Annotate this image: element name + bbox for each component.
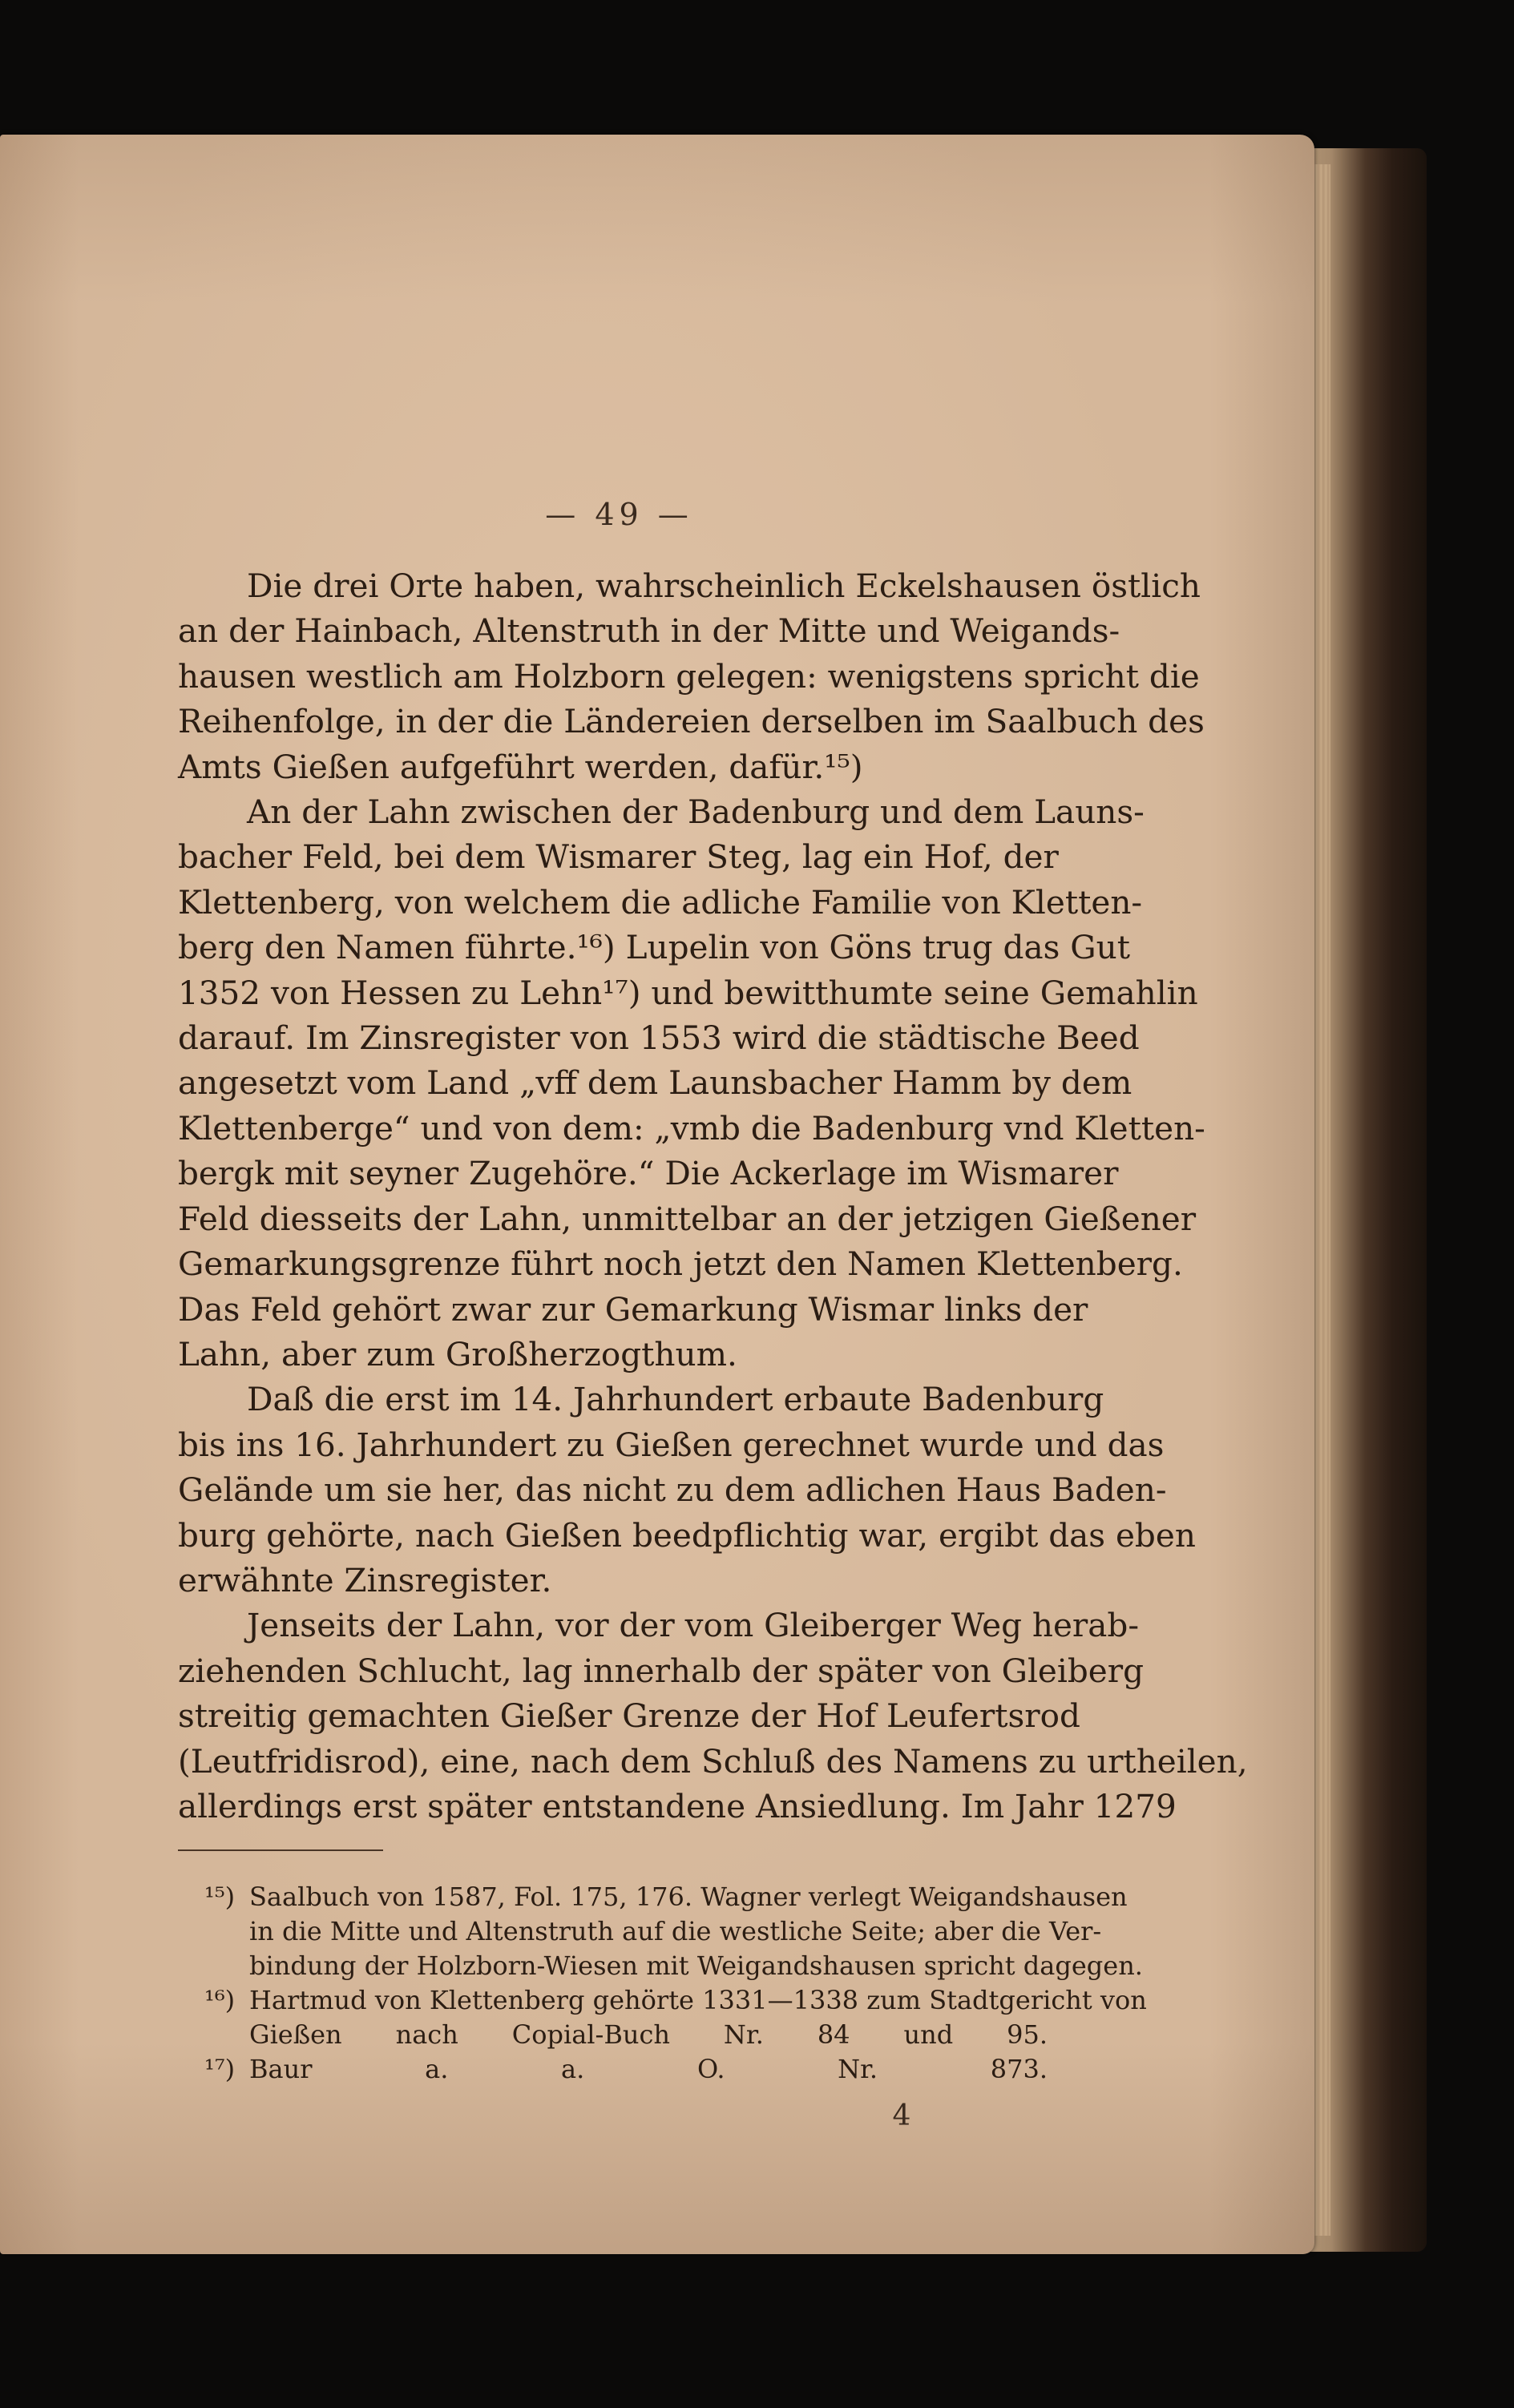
footnotes — [204, 1880, 1147, 2087]
text-line: Die drei Orte haben, wahrscheinlich Eckelshausen östlich — [247, 567, 1201, 605]
text-line: berg den Namen führte.¹⁶) Lupelin von Göns trug das Gut — [178, 928, 1130, 967]
text-line: An der Lahn zwischen der Badenburg und dem Launs- — [247, 793, 1145, 832]
page-number: — 49 — — [545, 497, 693, 532]
footnote-text: Saalbuch von 1587, Fol. 175, 176. Wagner verlegt Weigandshausen — [249, 1882, 1128, 1912]
body-text — [178, 563, 1248, 1829]
text-line: hausen westlich am Holzborn gelegen: wenigstens spricht die — [178, 656, 1200, 696]
text-line: darauf. Im Zinsregister von 1553 wird die städtische Beed — [178, 1018, 1140, 1058]
text-line: Gelände um sie her, das nicht zu dem adlichen Haus Baden- — [178, 1470, 1167, 1510]
text-line: Daß die erst im 14. Jahrhundert erbaute Badenburg — [247, 1380, 1104, 1419]
footnote-number: ¹⁵) — [204, 1882, 236, 1912]
text-line: Reihenfolge, in der die Ländereien derselben im Saalbuch des — [178, 702, 1205, 741]
text-line: Amts Gießen aufgeführt werden, dafür.¹⁵) — [178, 747, 863, 786]
text-line: Das Feld gehört zwar zur Gemarkung Wismar links der — [178, 1289, 1088, 1329]
footnote-number: ¹⁶) — [204, 1985, 236, 2015]
text-line: Lahn, aber zum Großherzogthum. — [178, 1334, 737, 1373]
footnote-separator — [178, 1849, 383, 1851]
text-line: ziehenden Schlucht, lag innerhalb der später von Gleiberg — [178, 1651, 1144, 1690]
book-page — [0, 135, 1314, 2254]
text-line: Klettenberge“ und von dem: „vmb die Badenburg vnd Kletten- — [178, 1108, 1205, 1148]
text-line: Jenseits der Lahn, vor der vom Gleiberger Weg herab- — [247, 1606, 1140, 1645]
text-line: bacher Feld, bei dem Wismarer Steg, lag ein Hof, der — [178, 837, 1059, 877]
text-line: burg gehörte, nach Gießen beedpflichtig war, ergibt das eben — [178, 1515, 1196, 1555]
text-line: allerdings erst später entstandene Ansiedlung. Im Jahr 1279 — [178, 1786, 1177, 1825]
footnote-text: in die Mitte und Altenstruth auf die westliche Seite; aber die Ver- — [249, 1916, 1102, 1946]
footnote-text: Hartmud von Klettenberg gehörte 1331—1338 zum Stadtgericht von — [249, 1985, 1147, 2015]
footnote-text: bindung der Holzborn-Wiesen mit Weigandshausen spricht dagegen. — [249, 1950, 1143, 1981]
text-line: Gemarkungsgrenze führt noch jetzt den Namen Klettenberg. — [178, 1244, 1183, 1284]
paragraph-4 — [178, 1603, 1248, 1829]
footnote-text: Baur a. a. O. Nr. 873. — [249, 2054, 1048, 2084]
paragraph-1 — [178, 563, 1205, 789]
paragraph-3 — [178, 1377, 1196, 1603]
text-line: bis ins 16. Jahrhundert zu Gießen gerechnet wurde und das — [178, 1425, 1165, 1464]
footnote-number: ¹⁷) — [204, 2054, 236, 2084]
text-line: streitig gemachten Gießer Grenze der Hof Leufertsrod — [178, 1696, 1080, 1736]
footnote-15 — [204, 1880, 1143, 1983]
signature-mark: 4 — [892, 2099, 911, 2132]
footnote-17 — [204, 2052, 1048, 2087]
text-line: Klettenberg, von welchem die adliche Familie von Kletten- — [178, 882, 1143, 922]
footnote-16 — [204, 1983, 1147, 2052]
text-line: (Leutfridisrod), eine, nach dem Schluß des Namens zu urtheilen, — [178, 1741, 1248, 1781]
text-line: erwähnte Zinsregister. — [178, 1560, 552, 1599]
text-line: 1352 von Hessen zu Lehn¹⁷) und bewitthumte seine Gemahlin — [178, 973, 1198, 1012]
text-line: an der Hainbach, Altenstruth in der Mitte und Weigands- — [178, 611, 1120, 651]
footnote-text: Gießen nach Copial-Buch Nr. 84 und 95. — [249, 2019, 1048, 2050]
text-line: bergk mit seyner Zugehöre.“ Die Ackerlage im Wismarer — [178, 1154, 1119, 1193]
paragraph-2 — [178, 789, 1205, 1377]
text-line: angesetzt vom Land „vff dem Launsbacher Hamm by dem — [178, 1063, 1132, 1103]
text-line: Feld diesseits der Lahn, unmittelbar an der jetzigen Gießener — [178, 1199, 1197, 1238]
